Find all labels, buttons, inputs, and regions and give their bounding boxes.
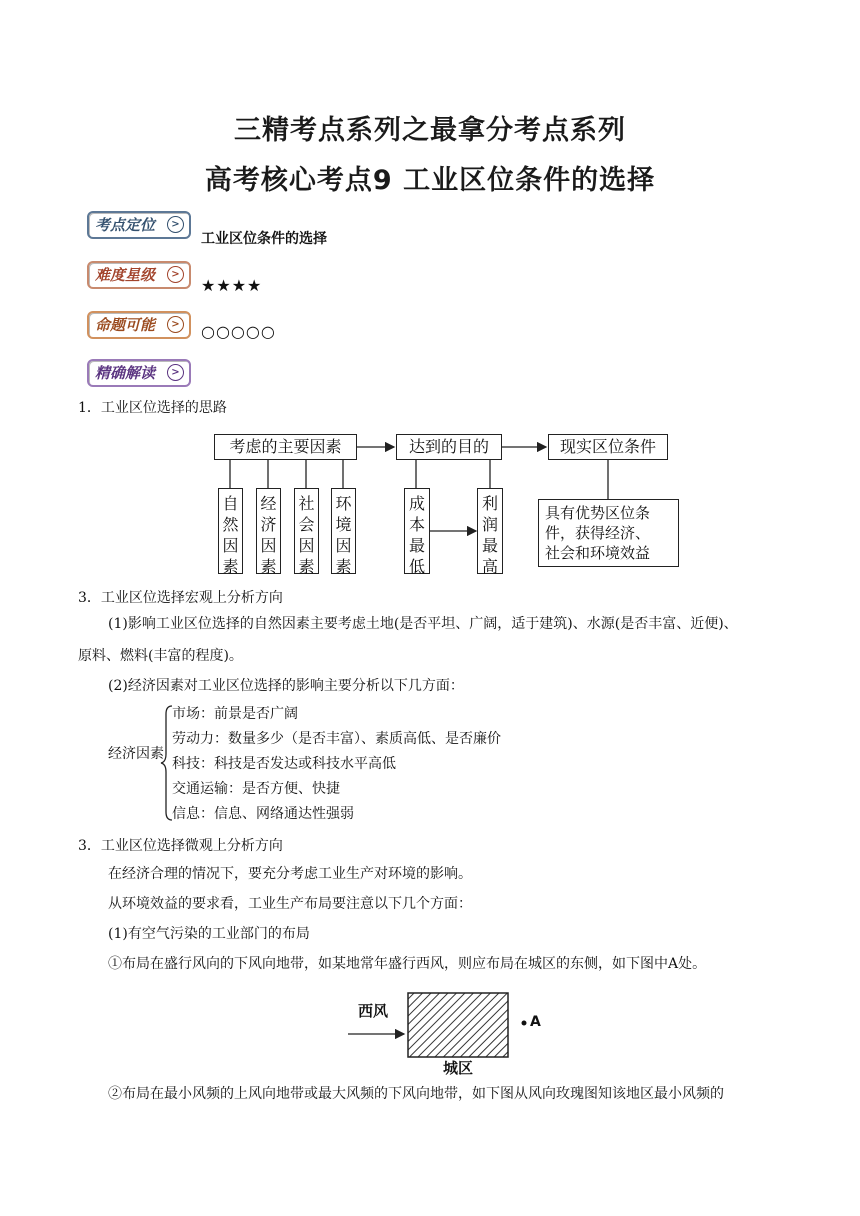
section3-p4: ①布局在盛行风向的下风向地带，如某地常年盛行西风，则应布局在城区的东侧，如下图中A处。 [108,956,707,972]
tag-value-stars: ★★★★ [201,276,263,295]
chevron-right-icon: > [167,266,184,283]
result-line: 件，获得经济、 [545,524,651,542]
flow-box-main-factors: 考虑的主要因素 [214,434,357,460]
wind-label: 西风 [358,1002,389,1020]
factor-natural: 自 然 因 素 [218,488,243,574]
econ-item-technology: 科技：科技是否发达或科技水平高低 [172,756,396,772]
econ-item-information: 信息：信息、网络通达性强弱 [172,806,354,822]
tag-value-topic: 工业区位条件的选择 [201,231,327,247]
title-series: 三精考点系列之最拿分考点系列 [234,115,626,146]
section3-p2: 从环境效益的要求看，工业生产布局要注意以下几个方面： [108,896,472,912]
point-a-marker [522,1021,527,1026]
city-label: 城区 [443,1059,474,1077]
chevron-right-icon: > [167,316,184,333]
tag-label: 考点定位 [95,216,156,234]
section2-p1-line1: (1)影响工业区位选择的自然因素主要考虑土地(是否平坦、广阔，适于建筑)、水源(是否丰富、近便)、 [108,616,738,632]
tag-label: 难度星级 [95,266,156,284]
section2-heading: 3．工业区位选择宏观上分析方向 [78,590,283,606]
econ-item-market: 市场：前景是否广阔 [172,706,298,722]
goal-lowest-cost: 成 本 最 低 [404,488,430,574]
chevron-right-icon: > [167,364,184,381]
point-a-label: A [530,1014,541,1030]
econ-label: 经济因素 [108,746,164,762]
tag-label: 精确解读 [95,364,156,382]
section3-p3: (1)有空气污染的工业部门的布局 [108,926,310,942]
title-topic: 高考核心考点9 工业区位条件的选择 [204,165,656,196]
section2-p1-line2: 原料、燃料(丰富的程度)。 [78,648,243,664]
chevron-right-icon: > [167,216,184,233]
econ-item-labor: 劳动力：数量多少（是否丰富）、素质高低、是否廉价 [172,731,501,747]
factor-economic: 经 济 因 素 [256,488,281,574]
flow-box-real-conditions: 现实区位条件 [548,434,668,460]
section2-p2: (2)经济因素对工业区位选择的影响主要分析以下几方面： [108,678,464,694]
goal-highest-profit: 利 润 最 高 [477,488,503,574]
econ-item-transport: 交通运输：是否方便、快捷 [172,781,340,797]
tag-value-circles: ○○○○○ [201,322,276,341]
section3-p5: ②布局在最小风频的上风向地带或最大风频的下风向地带，如下图从风向玫瑰图知该地区最小风频的 [108,1086,724,1102]
result-line: 具有优势区位条 [545,504,651,522]
section1-heading: 1．工业区位选择的思路 [78,400,227,416]
section3-heading: 3．工业区位选择微观上分析方向 [78,838,283,854]
tag-label: 命题可能 [95,316,156,334]
flow-box-goal: 达到的目的 [396,434,502,460]
result-box [538,499,679,567]
factor-environment: 环 境 因 素 [331,488,356,574]
city-area [408,993,508,1057]
result-line: 社会和环境效益 [545,544,651,562]
factor-social: 社 会 因 素 [294,488,319,574]
section3-p1: 在经济合理的情况下，要充分考虑工业生产对环境的影响。 [108,866,472,882]
